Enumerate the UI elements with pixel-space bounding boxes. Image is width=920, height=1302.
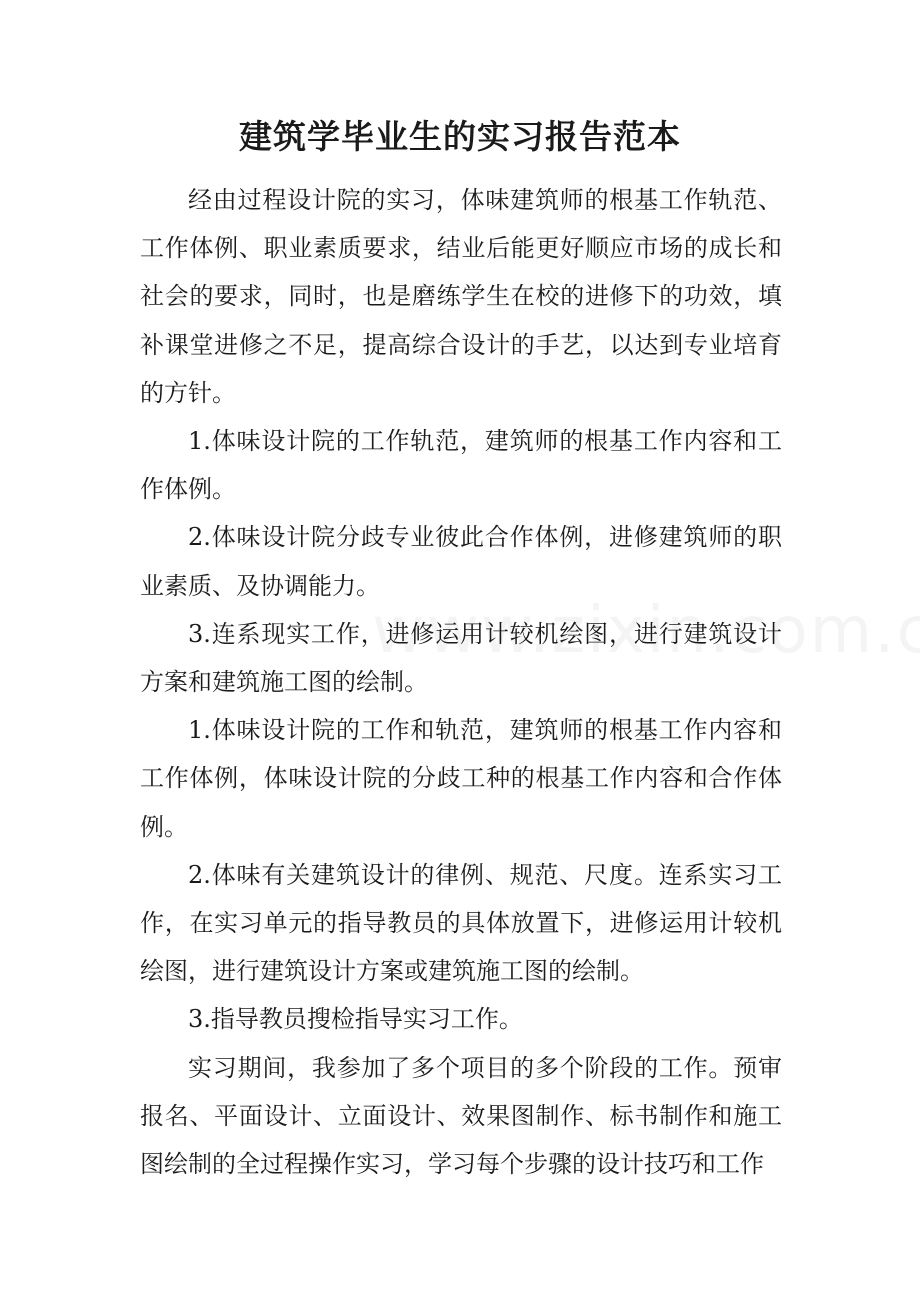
paragraph-practice: 实习期间，我参加了多个项目的多个阶段的工作。预审报名、平面设计、立面设计、效果图制作、标书制作和施工图绘制的全过程操作实习，学习每个步骤的设计技巧和工作 xyxy=(140,1053,782,1179)
paragraph-content-2: 2.体味有关建筑设计的律例、规范、尺度。连系实习工作，在实习单元的指导教员的具体放置下，进修运用计较机绘图，进行建筑设计方案或建筑施工图的绘制。 xyxy=(140,860,782,986)
paragraph-purpose-1: 1.体味设计院的工作轨范，建筑师的根基工作内容和工作体例。 xyxy=(140,427,782,504)
paragraph-content-3: 3.指导教员搜检指导实习工作。 xyxy=(188,1005,523,1034)
paragraph-purpose-3: 3.连系现实工作，进修运用计较机绘图，进行建筑设计方案和建筑施工图的绘制。 xyxy=(140,619,782,697)
paragraph-content-1: 1.体味设计院的工作和轨范，建筑师的根基工作内容和工作体例，体味设计院的分歧工种的根基工作内容和合作体例。 xyxy=(140,716,782,841)
paragraph-intro: 经由过程设计院的实习，体味建筑师的根基工作轨范、工作体例、职业素质要求，结业后能更好顺应市场的成长和社会的要求，同时，也是磨练学生在校的进修下的功效，填补课堂进修之不足，提高综合设计的手艺，以达到专业培育的方针。 xyxy=(140,186,782,407)
document-body xyxy=(140,176,782,1188)
paragraph-purpose-2: 2.体味设计院分歧专业彼此合作体例，进修建筑师的职业素质、及协调能力。 xyxy=(140,523,782,600)
page-title: 建筑学毕业生的实习报告范本 xyxy=(239,117,681,156)
